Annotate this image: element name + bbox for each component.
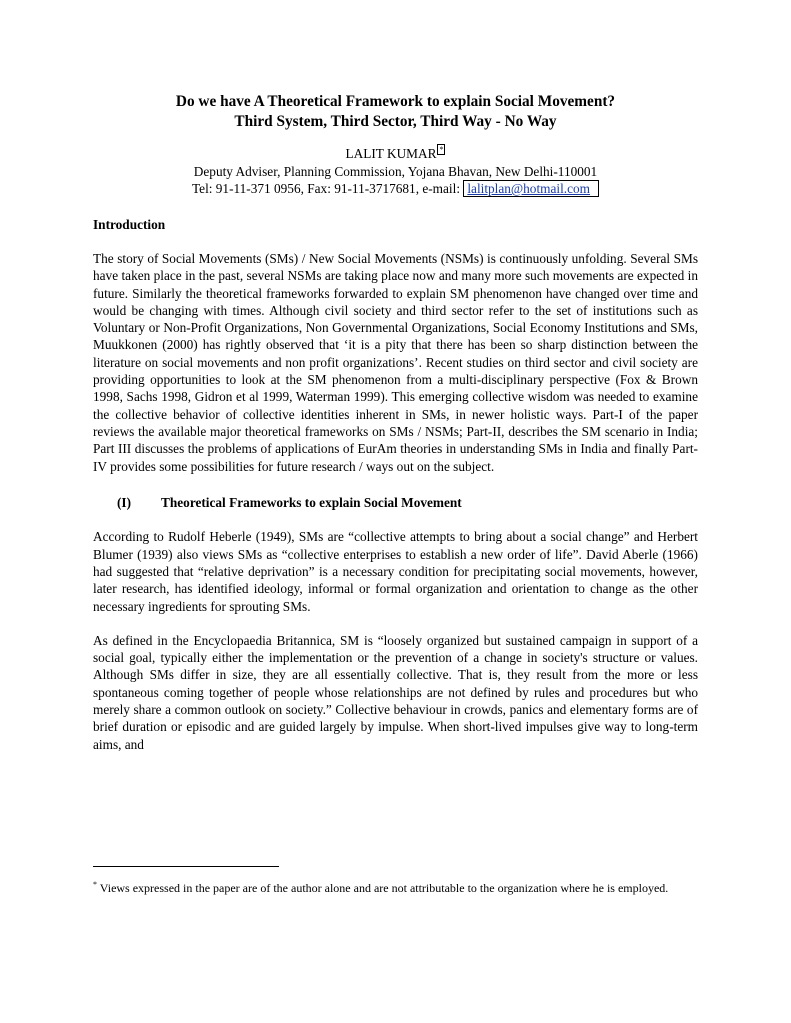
paper-title	[93, 92, 698, 132]
email-link[interactable]: lalitplan@hotmail.com	[463, 180, 599, 197]
section-1-heading	[93, 494, 698, 512]
introduction-heading: Introduction	[93, 216, 166, 232]
author-contact	[93, 180, 698, 198]
author-name: LALIT KUMAR *	[345, 145, 444, 161]
author-block	[93, 144, 698, 198]
document-page	[93, 92, 698, 753]
section-1-number: (I)	[117, 494, 132, 510]
footnote-separator	[93, 866, 279, 867]
author-footnote-marker[interactable]: *	[439, 145, 444, 154]
footnote-marker: *	[93, 880, 97, 889]
introduction-paragraph: The story of Social Movements (SMs) / New Social Movements (NSMs) is continuously unfolding. Several SMs have taken place in the past, several NSMs are taking place now and many more such movements are expected in future. Similarly the theoretical frameworks forwarded to explain SM phenomenon have changed over time and would be changing with times. Although civil society and third sector refer to the set of institutions such as Voluntary or Non-Profit Organizations, Non Governmental Organizations, Social Economy Institutions and SMs, Muukkonen (2000) has rightly observed that ‘it is a pity that there has been so sharp distinction between the literature on social movements and non profit organizations’. Recent studies on third sector and civil society are providing opportunities to look at the SM phenomenon from a multi-disciplinary perspective (Fox & Brown 1998, Sachs 1998, Gidron et al 1999, Waterman 1999). This emerging collective wisdom was needed to examine the collective behavior of collective identities inherent in SMs, in newer holistic ways. Part-I of the paper reviews the available major theoretical frameworks on SMs / NSMs; Part-II, describes the SM scenario in India; Part III discusses the problems of applications of EurAm theories in understanding SMs in India and finally Part-IV provides some possibilities for future research / ways out on the subject.	[93, 251, 698, 474]
section-1-title: Theoretical Frameworks to explain Social Movement	[161, 494, 462, 510]
author-affiliation: Deputy Adviser, Planning Commission, Yojana Bhavan, New Delhi-110001	[193, 163, 598, 179]
section-1-paragraph-2: As defined in the Encyclopaedia Britannica, SM is “loosely organized but sustained campaign in support of a social goal, typically either the implementation or the prevention of a change in society's structure or values. Although SMs differ in size, they are all essentially collective. That is, they result from the more or less spontaneous coming together of people whose relationships are not defined by rules and procedures but who merely share a common outlook on society.” Collective behaviour in crowds, panics and elementary forms are of brief duration or episodic and are guided largely by impulse. When short-lived impulses give way to long-term aims, and	[93, 632, 698, 752]
title-line-2: Third System, Third Sector, Third Way - No Way	[234, 113, 557, 130]
section-1-paragraph-1: According to Rudolf Heberle (1949), SMs are “collective attempts to bring about a social change” and Herbert Blumer (1939) also views SMs as “collective enterprises to establish a new order of life”. David Aberle (1966) had suggested that “relative deprivation” is a necessary condition for precipitating social movements, however, later research, has identified ideology, informal or formal organization and orientation to change as the other necessary ingredients for sprouting SMs.	[93, 529, 698, 614]
footnote	[93, 876, 698, 897]
title-line-1: Do we have A Theoretical Framework to explain Social Movement?	[175, 93, 616, 110]
contact-text: Tel: 91-11-371 0956, Fax: 91-11-3717681, e-mail:	[191, 181, 464, 196]
footnote-text: Views expressed in the paper are of the author alone and are not attributable to the organization where he is employed.	[97, 881, 669, 895]
